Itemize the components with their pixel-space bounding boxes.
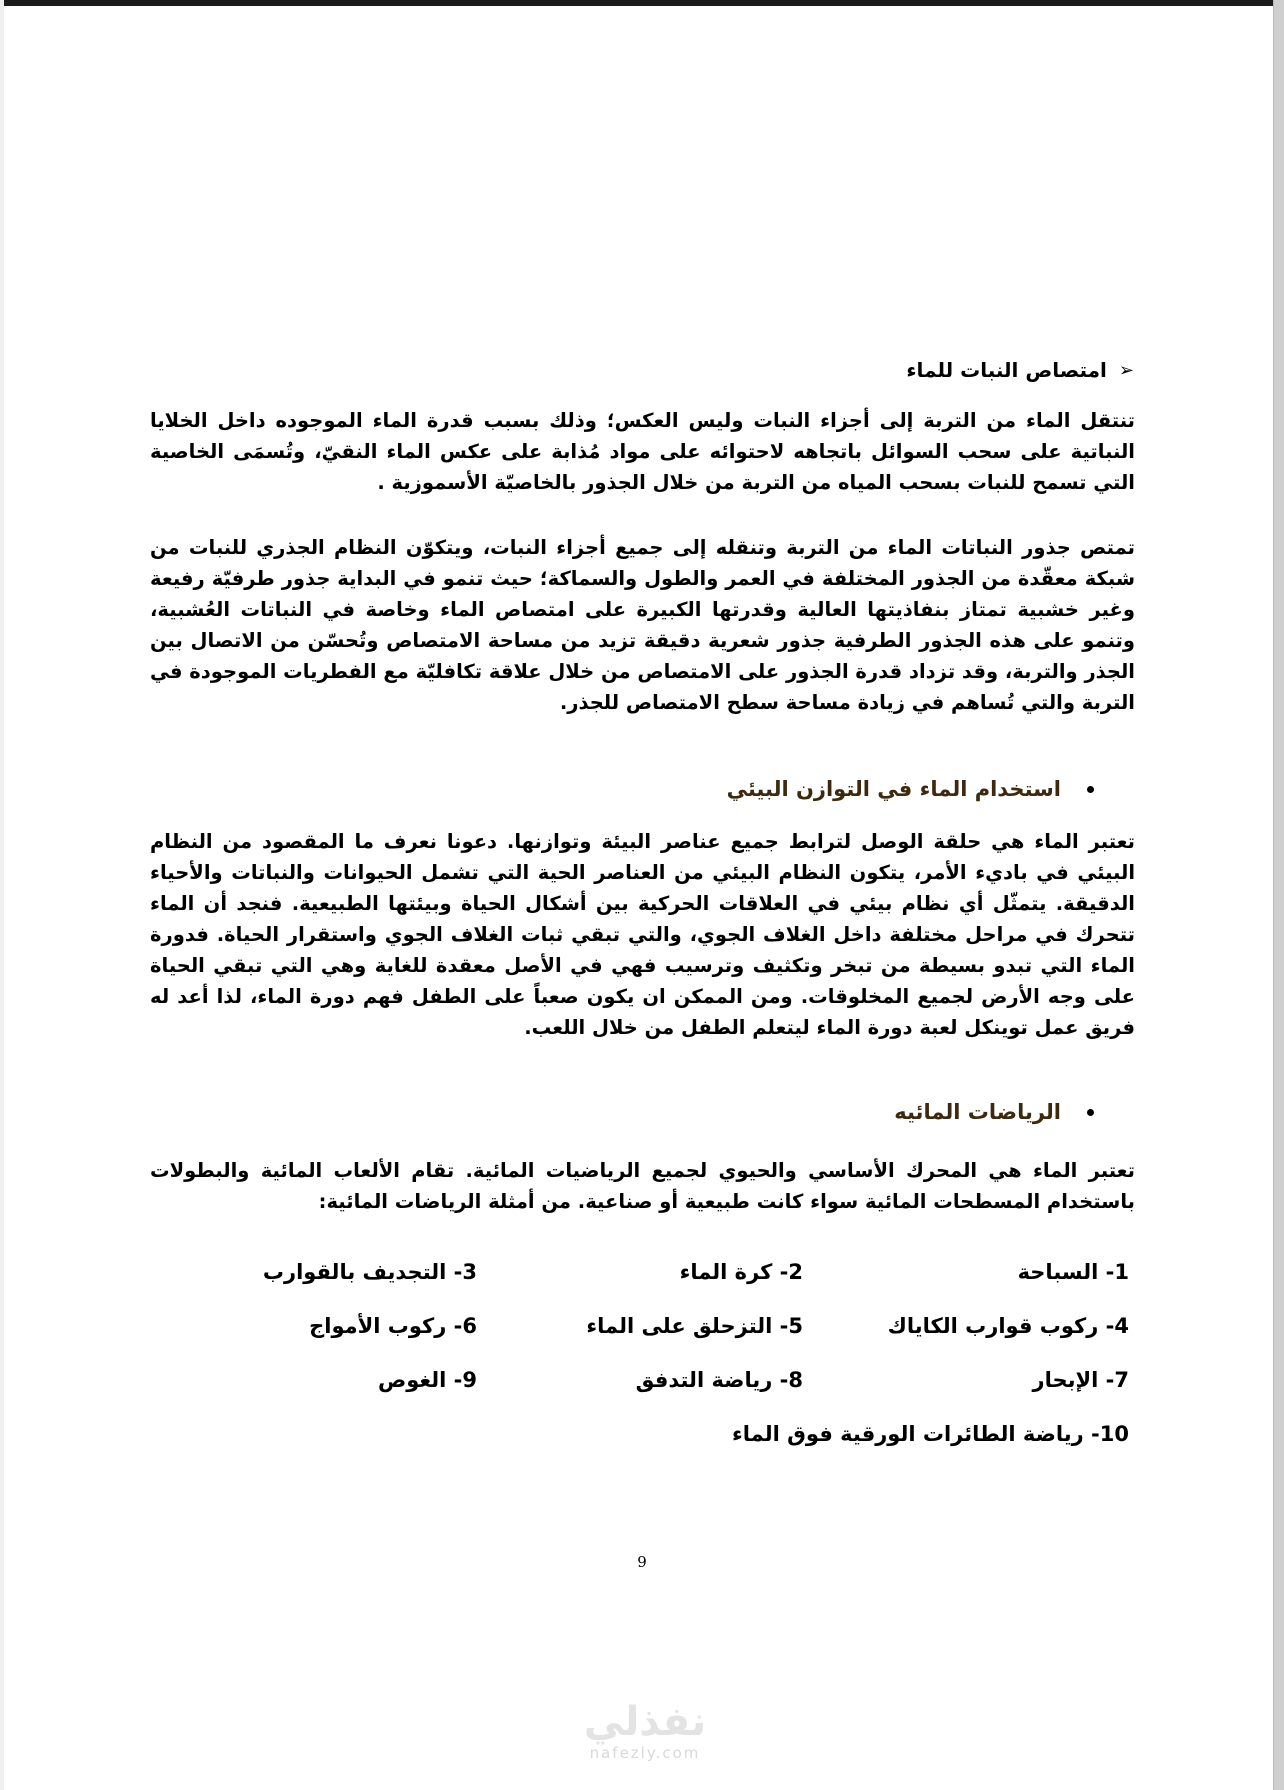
list-item: 8- رياضة التدفق	[635, 1368, 803, 1392]
list-item: 3- التجديف بالقوارب	[262, 1260, 477, 1284]
vertical-scrollbar[interactable]	[1273, 0, 1284, 1790]
section-heading-plant-absorption	[906, 355, 1134, 385]
list-item: 2- كرة الماء	[679, 1260, 803, 1284]
list-item: 7- الإبحار	[1032, 1368, 1129, 1392]
paragraph-water-sports-intro: تعتبر الماء هي المحرك الأساسي والحيوي لجميع الرياضيات المائية. تقام الألعاب المائية والبطولات باستخدام المسطحات المائية سواء كانت طبيعية أو صناعية. من أمثلة الرياضات المائية:	[150, 1159, 1135, 1213]
heading-text: استخدام الماء في التوازن البيئي	[726, 777, 1061, 801]
bullet-dot-icon	[1087, 1109, 1094, 1116]
list-item: 5- التزحلق على الماء	[586, 1314, 803, 1338]
watermark-url: nafezly.com	[589, 1744, 701, 1762]
water-sports-list	[149, 1245, 1129, 1461]
section-heading-water-sports	[894, 1095, 1094, 1129]
page-left-edge	[0, 0, 4, 1790]
paragraph-osmosis: تنتقل الماء من التربة إلى أجزاء النبات وليس العكس؛ وذلك بسبب قدرة الماء الموجوده داخل الخلايا النباتية على سحب السوائل باتجاهه لاحتوائه على مواد مُذابة على عكس الماء النقيّ، وتُسمَى الخاصية التي تسمح للنبات بسحب المياه من التربة من خلال الجذور بالخاصيّة الأسموزية .	[150, 409, 1135, 494]
window-top-edge	[0, 0, 1284, 6]
paragraph-root-system: تمتص جذور النباتات الماء من التربة وتنقله إلى جميع أجزاء النبات، ويتكوّن النظام الجذري للنبات من شبكة معقّدة من الجذور المختلفة في العمر والطول والسماكة؛ حيث تنمو في البداية جذور طرفيّة رفيعة وغير خشبية تمتاز بنفاذيتها العالية وقدرتها الكبيرة على امتصاص الماء وخاصة في النباتات العُشبية، وتنمو على هذه الجذور الطرفية جذور شعرية دقيقة تزيد من مساحة الامتصاص وتُحسّن من الاتصال بين الجذر والتربة، وقد تزداد قدرة الجذور على الامتصاص من خلال علاقة تكافليّة مع الفطريات الموجودة في التربة والتي تُساهم في زيادة مساحة سطح الامتصاص للجذر.	[150, 536, 1135, 714]
list-item: 1- السباحة	[1017, 1260, 1129, 1284]
list-item: 9- الغوص	[377, 1368, 477, 1392]
paragraph-ecosystem: تعتبر الماء هي حلقة الوصل لترابط جميع عناصر البيئة وتوازنها. دعونا نعرف ما المقصود من النظام البيئي في باديء الأمر، يتكون النظام البيئي من العناصر الحية التي تشمل الحيوانات والنباتات والأحياء الدقيقة. يتمثّل أي نظام بيئي في العلاقات الحركية بين أشكال الحياة وبيئتها الطبيعية. فنجد أن الماء تتحرك في مراحل مختلفة داخل الغلاف الجوي، والتي تبقي ثبات الغلاف الجوي واستقرار الحياة. فدورة الماء التي تبدو بسيطة من تبخر وتكثيف وترسيب فهي في الأصل معقدة للغاية وهي التي تبقي الحياة على وجه الأرض لجميع المخلوقات. ومن الممكن ان يكون صعباً على الطفل فهم دورة الماء، لذا أعد له فريق عمل توينكل لعبة دورة الماء ليتعلم الطفل من خلال اللعب.	[150, 830, 1135, 1039]
bullet-dot-icon	[1087, 786, 1094, 793]
list-item: 4- ركوب قوارب الكاياك	[887, 1314, 1129, 1338]
page-number: 9	[637, 1553, 647, 1571]
watermark	[565, 1700, 725, 1762]
heading-text: الرياضات المائيه	[894, 1100, 1061, 1124]
heading-text: امتصاص النبات للماء	[906, 358, 1107, 382]
watermark-logo: نفذلي	[583, 1699, 707, 1745]
list-item: 10- رياضة الطائرات الورقية فوق الماء	[732, 1422, 1129, 1446]
list-item: 6- ركوب الأمواج	[309, 1314, 477, 1338]
section-heading-ecological-balance	[727, 772, 1094, 806]
arrow-bullet-icon: ➢	[1118, 359, 1134, 381]
